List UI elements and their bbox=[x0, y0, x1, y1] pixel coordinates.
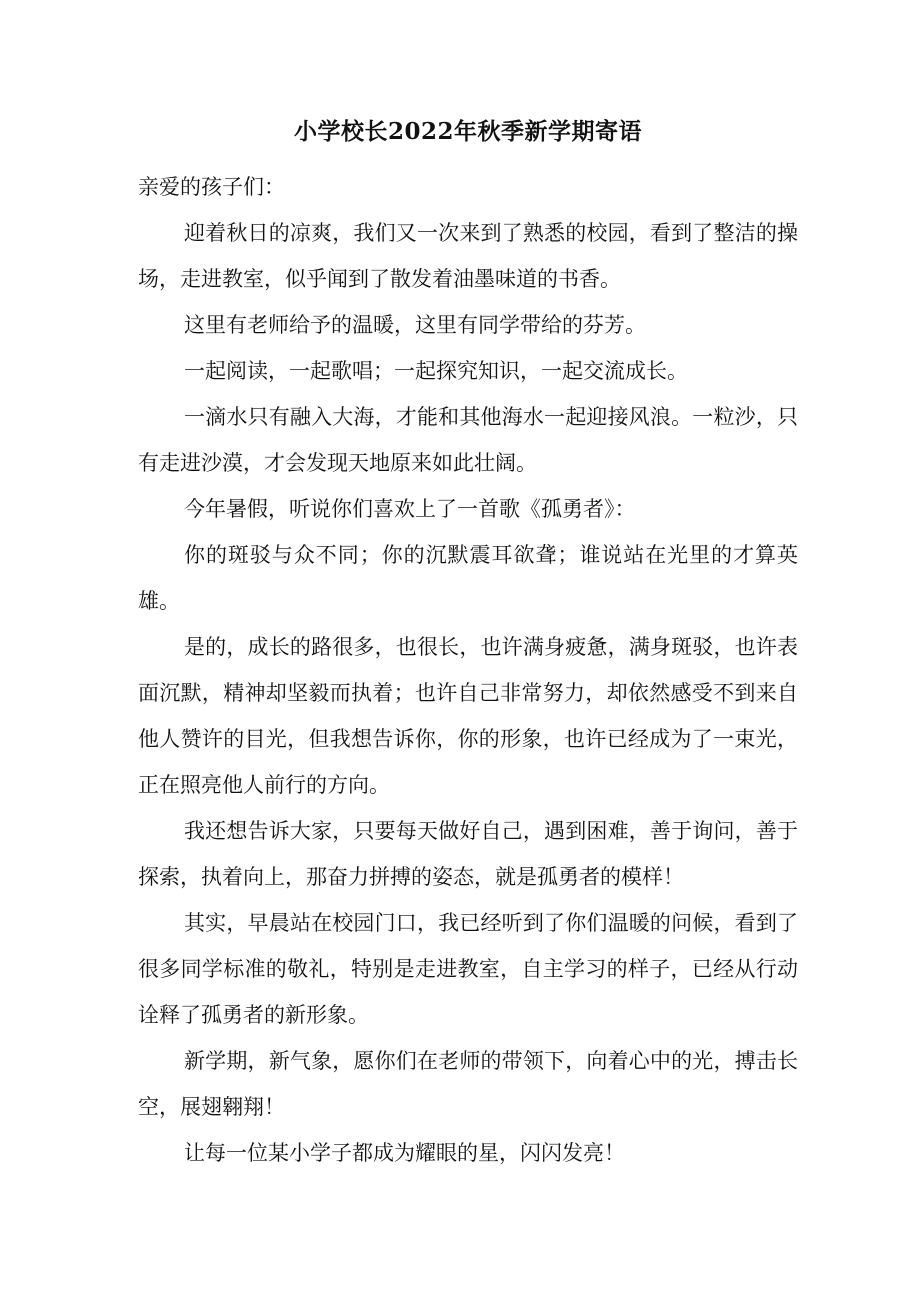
salutation: 亲爱的孩子们： bbox=[138, 175, 285, 199]
paragraph: 其实，早晨站在校园门口，我已经听到了你们温暖的问候，看到了很多同学标准的敬礼，特别是走进教室，自主学习的样子，已经从行动诠释了孤勇者的新形象。 bbox=[138, 911, 798, 1027]
paragraph: 是的，成长的路很多，也很长，也许满身疲惫，满身斑驳，也许表面沉默，精神却坚毅而执着；也许自己非常努力，却依然感受不到来自他人赞许的目光，但我想告诉你，你的形象，也许已经成为了一束光，正在照亮他人前行的方向。 bbox=[138, 635, 798, 797]
paragraph: 新学期，新气象，愿你们在老师的带领下，向着心中的光，搏击长空，展翅翱翔！ bbox=[138, 1049, 798, 1119]
document-page bbox=[138, 112, 798, 1176]
paragraph: 今年暑假，听说你们喜欢上了一首歌《孤勇者》： bbox=[184, 497, 636, 521]
paragraph: 这里有老师给予的温暖，这里有同学带给的芬芳。 bbox=[184, 313, 646, 337]
paragraph: 一起阅读，一起歌唱；一起探究知识，一起交流成长。 bbox=[184, 359, 688, 383]
paragraph: 迎着秋日的凉爽，我们又一次来到了熟悉的校园，看到了整洁的操场，走进教室，似乎闻到了散发着油墨味道的书香。 bbox=[138, 221, 798, 291]
paragraph: 让每一位某小学子都成为耀眼的星，闪闪发亮！ bbox=[184, 1141, 625, 1165]
paragraph: 我还想告诉大家，只要每天做好自己，遇到困难，善于询问，善于探索，执着向上，那奋力拼搏的姿态，就是孤勇者的模样！ bbox=[138, 819, 798, 889]
paragraph: 你的斑驳与众不同；你的沉默震耳欲聋；谁说站在光里的才算英雄。 bbox=[138, 543, 798, 613]
document-title: 小学校长2022年秋季新学期寄语 bbox=[293, 118, 642, 145]
paragraph: 一滴水只有融入大海，才能和其他海水一起迎接风浪。一粒沙，只有走进沙漠，才会发现天地原来如此壮阔。 bbox=[138, 405, 798, 475]
